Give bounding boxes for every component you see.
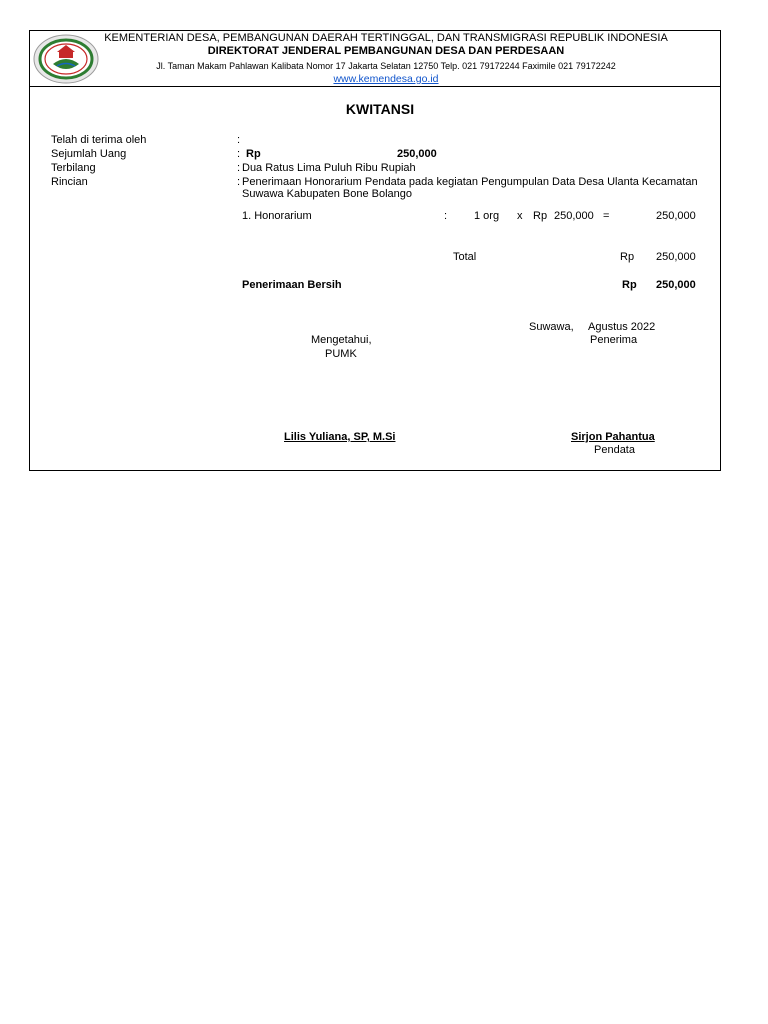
total-label: Total (453, 251, 477, 263)
ministry-name: KEMENTERIAN DESA, PEMBANGUNAN DAERAH TERTINGGAL, DAN TRANSMIGRASI REPUBLIK INDONESIA (104, 32, 668, 44)
right-sign-label: Penerima (590, 334, 638, 346)
sign-place: Suwawa, (529, 321, 574, 333)
letterhead (30, 31, 720, 87)
detail-colon: : (237, 176, 241, 188)
left-sign-role: PUMK (325, 348, 357, 360)
spelled-colon: : (237, 162, 241, 174)
receipt-frame (29, 30, 721, 471)
item-equals: = (603, 210, 610, 222)
item-subtotal: 250,000 (656, 210, 696, 222)
address: Jl. Taman Makam Pahlawan Kalibata Nomor 17 Jakarta Selatan 12750 Telp. 021 79172244 Faximile 021 79172242 (156, 61, 616, 71)
total-currency: Rp (620, 251, 635, 263)
document-title: KWITANSI (345, 101, 415, 117)
amount-currency: Rp (246, 148, 261, 160)
item-times: x (517, 210, 523, 222)
net-currency: Rp (622, 279, 637, 291)
detail-label: Rincian (51, 176, 88, 188)
right-sign-role: Pendata (594, 444, 635, 456)
item-unit-price: 250,000 (554, 210, 594, 222)
spelled-value: Dua Ratus Lima Puluh Ribu Rupiah (242, 162, 416, 174)
spelled-label: Terbilang (51, 162, 96, 174)
received-from-colon: : (237, 134, 241, 146)
net-value: 250,000 (656, 279, 696, 291)
amount-label: Sejumlah Uang (51, 148, 127, 160)
total-value: 250,000 (656, 251, 696, 263)
sign-date: Agustus 2022 (588, 321, 656, 333)
item-qty: 1 org (474, 210, 500, 222)
detail-line-2: Suwawa Kabupaten Bone Bolango (242, 188, 413, 200)
item-currency: Rp (533, 210, 548, 222)
amount-colon: : (237, 148, 241, 160)
left-sign-label: Mengetahui, (311, 334, 372, 346)
right-sign-name: Sirjon Pahantua (571, 431, 655, 443)
net-label: Penerimaan Bersih (242, 279, 342, 291)
website-link[interactable]: www.kemendesa.go.id (333, 73, 439, 85)
item-colon: : (444, 210, 448, 222)
item-name: 1. Honorarium (242, 210, 312, 222)
detail-line-1: Penerimaan Honorarium Pendata pada kegiatan Pengumpulan Data Desa Ulanta Kecamatan (242, 176, 698, 188)
left-sign-name: Lilis Yuliana, SP, M.Si (284, 431, 396, 443)
directorate-name: DIREKTORAT JENDERAL PEMBANGUNAN DESA DAN PERDESAAN (207, 45, 565, 57)
received-from-label: Telah di terima oleh (51, 134, 147, 146)
amount-value: 250,000 (397, 148, 437, 160)
